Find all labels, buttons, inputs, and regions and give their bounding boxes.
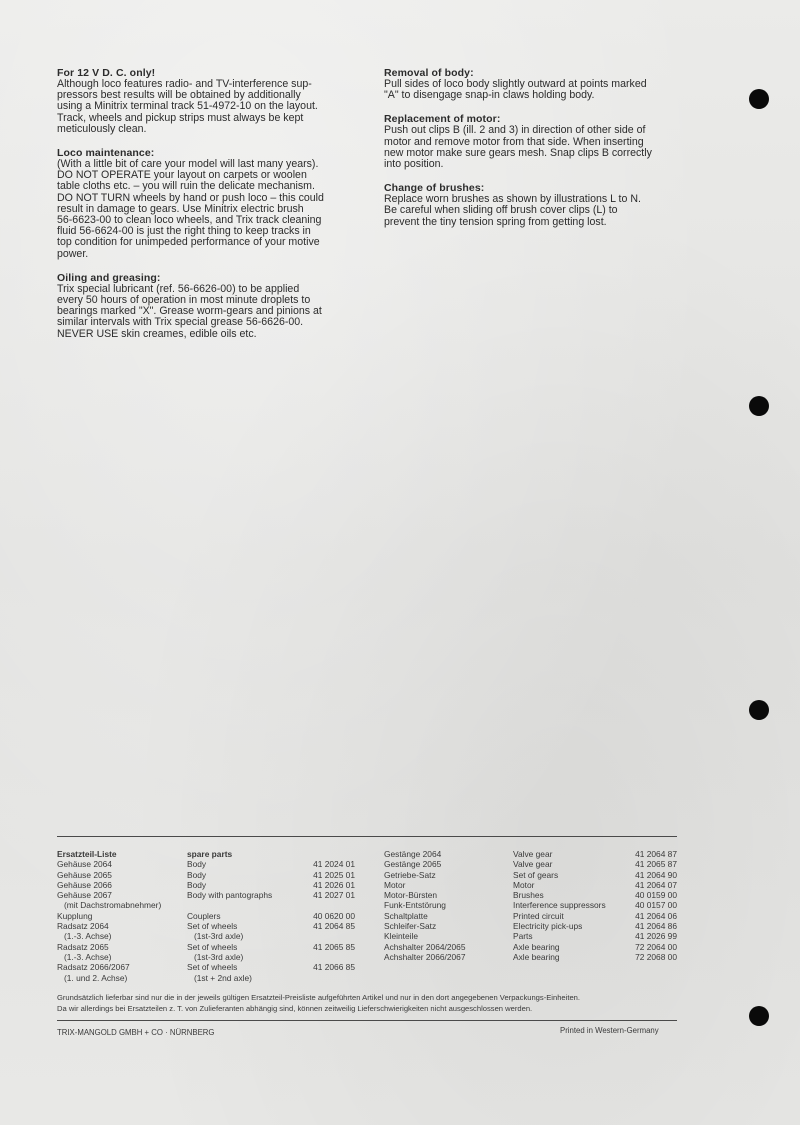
- part-number: 40 0157 00: [635, 900, 677, 911]
- parts-row: [384, 931, 679, 941]
- right-text-column: [384, 68, 678, 241]
- parts-row: [57, 880, 357, 890]
- parts-row: [384, 921, 679, 931]
- part-name-english: Motor: [513, 879, 535, 890]
- spare-parts-list-left: [57, 849, 357, 983]
- parts-row: [384, 942, 679, 952]
- part-name-english: Set of gears: [513, 869, 559, 880]
- part-name-german: Ersatzteil-Liste: [57, 849, 117, 859]
- section-body: Push out clips B (ill. 2 and 3) in direction of other side of motor and remove motor from that side. When inserting new motor make sure gears mesh. Snap clips B correctly into position.: [384, 124, 652, 171]
- parts-row: [57, 931, 357, 941]
- part-name-english: Couplers: [187, 910, 221, 921]
- parts-row: [57, 952, 357, 962]
- part-name-english: Brushes: [513, 890, 544, 901]
- part-name-german: Motor: [384, 879, 406, 890]
- section-replacement-of-motor: [384, 114, 678, 170]
- part-name-german: Achshalter 2064/2065: [384, 941, 466, 952]
- part-name-german: Gehäuse 2065: [57, 869, 112, 880]
- section-loco-maintenance: [57, 148, 350, 260]
- part-number: 72 2068 00: [635, 951, 677, 962]
- parts-row: [57, 870, 357, 880]
- availability-note: [57, 993, 682, 1014]
- part-name-german: Getriebe-Satz: [384, 869, 436, 880]
- parts-row: [57, 911, 357, 921]
- section-oiling-greasing: [57, 273, 350, 340]
- part-name-german: Schleifer-Satz: [384, 921, 437, 932]
- parts-row: [384, 849, 679, 859]
- section-title: Change of brushes:: [384, 182, 485, 195]
- divider-bottom: [57, 1020, 677, 1021]
- part-number: 41 2025 01: [313, 869, 355, 880]
- parts-row: [384, 890, 679, 900]
- punch-hole: [749, 1006, 769, 1026]
- part-name-german: (1.-3. Achse): [57, 951, 112, 962]
- part-name-german: Gehäuse 2066: [57, 879, 112, 890]
- parts-row: [57, 890, 357, 900]
- part-name-german: Achshalter 2066/2067: [384, 951, 466, 962]
- section-body: Replace worn brushes as shown by illustrations L to N. Be careful when sliding off brush cover clips (L) to prevent the tiny tension spring from getting lost.: [384, 193, 641, 228]
- part-name-english: Valve gear: [513, 859, 553, 870]
- part-name-english: spare parts: [187, 849, 233, 859]
- part-name-german: Gestänge 2065: [384, 859, 442, 870]
- part-name-english: Printed circuit: [513, 910, 564, 921]
- part-number: 41 2065 85: [313, 941, 355, 952]
- part-number: 40 0620 00: [313, 910, 355, 921]
- section-body: Pull sides of loco body slightly outward at points marked "A" to disengage snap-in claws holding body.: [384, 78, 647, 102]
- printed-in: Printed in Western-Germany: [560, 1026, 659, 1035]
- part-name-german: (1. und 2. Achse): [57, 972, 128, 983]
- part-number: 41 2027 01: [313, 890, 355, 901]
- part-number: 40 0159 00: [635, 890, 677, 901]
- part-name-english: Electricity pick-ups: [513, 921, 583, 932]
- parts-row: [384, 870, 679, 880]
- punch-hole: [749, 89, 769, 109]
- parts-row: [57, 900, 357, 910]
- note-text: Grundsätzlich lieferbar sind nur die in der jeweils gültigen Ersatzteil-Preisliste aufgeführten Artikel und nur in den dort angegebenen Verpackungs-Einheiten. Da wir allerdings bei Ersatzteilen z. T. von Zulieferanten abhängig sind, können zeitweilig Lieferschwierigkeiten nicht ausgeschlossen werden.: [57, 993, 581, 1013]
- section-body: (With a little bit of care your model will last many years). DO NOT OPERATE your layout on carpets or woolen table cloths etc. – you will ruin the delicate mechanism. DO NOT TURN wheels by hand or push loco – this could result in damage to gears. Use Minitrix electric brush 56-6623-00 to clean loco wheels, and Trix track cleaning fluid 56-6624-00 is just the right thing to keep tracks in top condition for unimpeded performance of your motive power.: [57, 158, 324, 260]
- part-number: 41 2064 87: [635, 849, 677, 859]
- section-title: Loco maintenance:: [57, 147, 155, 160]
- part-name-english: Body: [187, 879, 207, 890]
- parts-row: [57, 942, 357, 952]
- parts-row: [384, 880, 679, 890]
- part-name-english: Set of wheels: [187, 941, 238, 952]
- section-change-of-brushes: [384, 183, 678, 228]
- part-name-english: Body with pantographs: [187, 890, 273, 901]
- part-name-english: Body: [187, 859, 207, 870]
- punch-hole: [749, 396, 769, 416]
- part-name-english: Parts: [513, 931, 533, 942]
- section-title: For 12 V D. C. only!: [57, 67, 156, 79]
- divider-top: [57, 836, 677, 837]
- part-number: 72 2064 00: [635, 941, 677, 952]
- section-title: Oiling and greasing:: [57, 271, 161, 284]
- spare-parts-list-right: [384, 849, 679, 962]
- part-name-german: (1.-3. Achse): [57, 931, 112, 942]
- part-name-german: Gehäuse 2064: [57, 859, 112, 870]
- parts-row: [57, 921, 357, 931]
- part-name-german: Motor-Bürsten: [384, 890, 438, 901]
- part-name-english: Set of wheels: [187, 962, 238, 973]
- section-12v: [57, 68, 350, 135]
- parts-row: [384, 900, 679, 910]
- section-title: Removal of body:: [384, 67, 474, 79]
- part-number: 41 2066 85: [313, 962, 355, 973]
- part-number: 41 2026 99: [635, 931, 677, 942]
- part-name-german: Kupplung: [57, 910, 93, 921]
- parts-row: [57, 859, 357, 869]
- part-name-german: Radsatz 2064: [57, 921, 109, 932]
- part-number: 41 2026 01: [313, 879, 355, 890]
- part-number: 41 2064 07: [635, 879, 677, 890]
- section-body: Although loco features radio- and TV-interference sup- pressors best results will be obtained by additionally using a Minitrix terminal track 51-4972-10 on the layout. Track, wheels and pickup strips must always be kept meticulously clean.: [57, 78, 318, 135]
- parts-row: [384, 859, 679, 869]
- parts-row: [384, 911, 679, 921]
- part-name-english: Body: [187, 869, 207, 880]
- part-number: 41 2064 86: [635, 921, 677, 932]
- parts-row: [384, 952, 679, 962]
- part-name-german: (mit Dachstromabnehmer): [57, 900, 162, 911]
- part-name-german: Gestänge 2064: [384, 849, 442, 859]
- part-name-english: Axle bearing: [513, 941, 560, 952]
- part-name-german: Radsatz 2065: [57, 941, 109, 952]
- part-name-english: Interference suppressors: [513, 900, 606, 911]
- part-name-german: Kleinteile: [384, 931, 418, 942]
- part-number: 41 2024 01: [313, 859, 355, 870]
- part-number: 41 2064 85: [313, 921, 355, 932]
- part-name-german: Schaltplatte: [384, 910, 428, 921]
- part-name-english: Valve gear: [513, 849, 553, 859]
- part-name-german: Radsatz 2066/2067: [57, 962, 130, 973]
- left-text-column: [57, 68, 350, 353]
- part-name-english: Set of wheels: [187, 921, 238, 932]
- part-name-english: (1st-3rd axle): [187, 931, 244, 942]
- section-body: Trix special lubricant (ref. 56-6626-00) to be applied every 50 hours of operation in most minute droplets to bearings marked "X". Grease worm-gears and pinions at similar intervals with Trix special grease 56-6626-00. NEVER USE skin creames, edible oils etc.: [57, 282, 322, 340]
- parts-header-row: [57, 849, 357, 859]
- part-number: 41 2065 87: [635, 859, 677, 870]
- punch-hole: [749, 700, 769, 720]
- section-title: Replacement of motor:: [384, 113, 501, 126]
- part-name-german: Gehäuse 2067: [57, 890, 112, 901]
- company-name: TRIX-MANGOLD GMBH + CO · NÜRNBERG: [57, 1028, 215, 1037]
- parts-row: [57, 962, 357, 972]
- part-name-german: Funk-Entstörung: [384, 900, 446, 911]
- parts-row: [57, 973, 357, 983]
- part-name-english: Axle bearing: [513, 951, 560, 962]
- part-name-english: (1st + 2nd axle): [187, 972, 252, 983]
- section-removal-of-body: [384, 68, 678, 101]
- part-number: 41 2064 90: [635, 869, 677, 880]
- part-name-english: (1st-3rd axle): [187, 951, 244, 962]
- part-number: 41 2064 06: [635, 910, 677, 921]
